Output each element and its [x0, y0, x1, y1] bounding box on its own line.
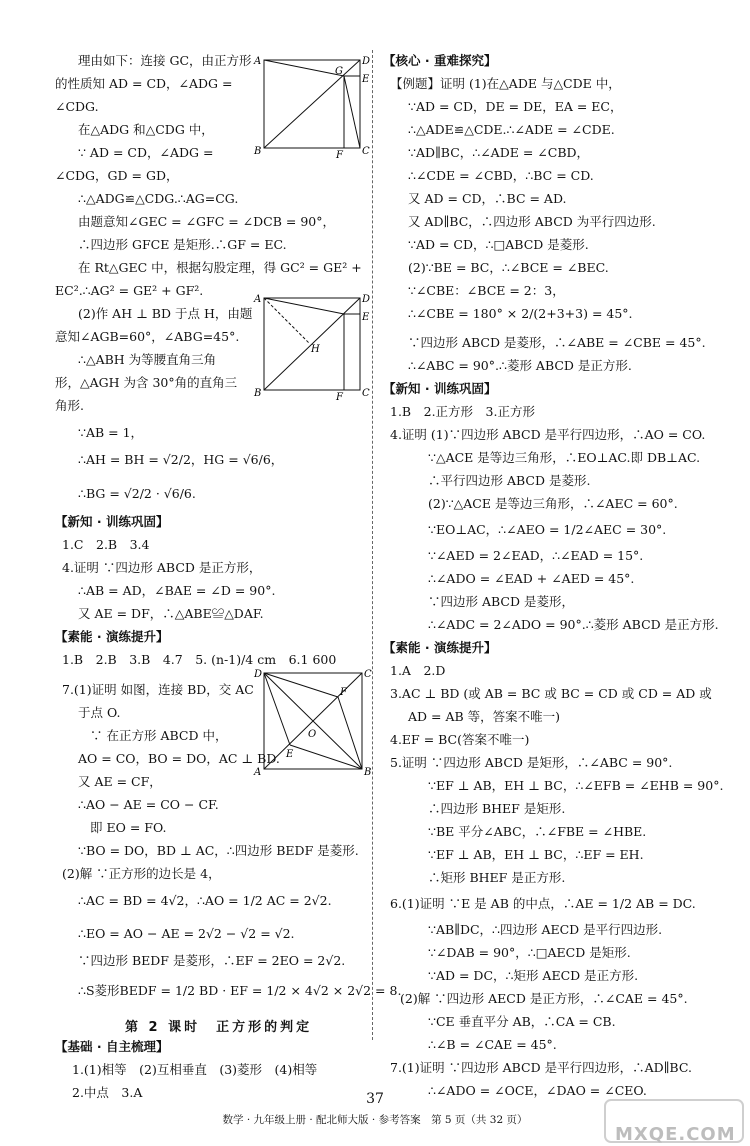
- text-line: 又 AE = DF，∴△ABE≌△DAF.: [78, 606, 264, 621]
- fig1-label-e: E: [362, 74, 370, 85]
- section-heading: 【素能 · 演练提升】: [55, 629, 169, 644]
- text-line: ∵EF ⊥ AB，EH ⊥ BC，∴EF = EH.: [428, 847, 644, 862]
- text-line: ∵AD = CD，DE = DE，EA = EC，: [408, 99, 623, 114]
- text-line: 1.B 2.正方形 3.正方形: [390, 404, 535, 419]
- figure-square-h: [252, 290, 372, 402]
- text-line: (2)∵△ACE 是等边三角形，∴∠AEC = 60°.: [428, 496, 678, 511]
- text-line: ∴AC = BD = 4√2，∴AO = 1/2 AC = 2√2.: [78, 893, 332, 908]
- text-line: ∠CDG，GD = GD，: [55, 168, 179, 183]
- text-line: 2.中点 3.A: [72, 1085, 143, 1100]
- page-number: 37: [366, 1091, 384, 1107]
- fig1-label-f: F: [336, 150, 343, 160]
- fig2-label-f: F: [336, 392, 343, 402]
- text-line: ∴四边形 BHEF 是矩形.: [428, 801, 566, 816]
- page-footer: 数学 · 九年级上册 · 配北师大版 · 参考答案 第 5 页（共 32 页）: [222, 1114, 528, 1126]
- text-line: 5.证明 ∵四边形 ABCD 是矩形，∴∠ABC = 90°.: [390, 755, 673, 770]
- text-line: ∴△ADG≌△CDG.∴AG=CG.: [78, 191, 239, 206]
- text-line: 【例题】证明 (1)在△ADE 与△CDE 中，: [390, 76, 621, 91]
- section-heading: 【基础 · 自主梳理】: [55, 1039, 169, 1054]
- text-line: 7.(1)证明 如图，连接 BD，交 AC: [62, 682, 254, 697]
- text-line: ∵BO = DO，BD ⊥ AC，∴四边形 BEDF 是菱形.: [78, 843, 359, 858]
- text-line: ∴△ABH 为等腰直角三角: [78, 352, 217, 367]
- text-line: ∵AD = CD，∴□ABCD 是菱形.: [408, 237, 589, 252]
- text-line: ∴AO − AE = CO − CF.: [78, 797, 219, 812]
- fig2-label-e: E: [362, 312, 370, 323]
- text-line: ∴S菱形BEDF = 1/2 BD · EF = 1/2 × 4√2 × 2√2 = 8.: [78, 983, 402, 998]
- text-line: ∠CDG.: [55, 99, 99, 114]
- fig2-label-c: C: [362, 388, 370, 399]
- fig2-label-b: B: [254, 388, 262, 399]
- text-line: ∵四边形 ABCD 是菱形，∴∠ABE = ∠CBE = 45°.: [408, 335, 706, 350]
- text-line: 7.(1)证明 ∵四边形 ABCD 是平行四边形，∴AD∥BC.: [390, 1060, 692, 1075]
- text-line: 4.证明 ∵四边形 ABCD 是正方形，: [62, 560, 262, 575]
- text-line: ∵CE 垂直平分 AB，∴CA = CB.: [428, 1014, 616, 1029]
- text-line: ∵ AD = CD，∠ADG =: [78, 145, 214, 160]
- text-line: (2)作 AH ⊥ BD 于点 H，由题: [78, 306, 253, 321]
- text-line: 又 AD = CD，∴BC = AD.: [408, 191, 567, 206]
- text-line: (2)∵BE = BC，∴∠BCE = ∠BEC.: [408, 260, 609, 275]
- text-line: AO = CO，BO = DO，AC ⊥ BD.: [78, 751, 280, 766]
- text-line: ∵四边形 ABCD 是菱形，: [428, 594, 574, 609]
- text-line: 角形.: [55, 398, 84, 413]
- fig3-label-e: E: [286, 749, 294, 760]
- figure-rhombus: [252, 665, 376, 777]
- text-line: ∴∠ADO = ∠EAD + ∠AED = 45°.: [428, 571, 635, 586]
- text-line: 4.EF = BC(答案不唯一): [390, 732, 530, 747]
- fig2-label-a: A: [254, 294, 262, 305]
- text-line: 3.AC ⊥ BD (或 AB = BC 或 BC = CD 或 CD = AD 或: [390, 686, 712, 701]
- text-line: ∴四边形 GFCE 是矩形.∴GF = EC.: [78, 237, 287, 252]
- fig1-label-b: B: [254, 146, 262, 157]
- text-line: 1.A 2.D: [390, 663, 446, 678]
- text-line: ∴EO = AO − AE = 2√2 − √2 = √2.: [78, 926, 295, 941]
- text-line: ∵AD∥BC，∴∠ADE = ∠CBD，: [408, 145, 590, 160]
- text-line: 由题意知∠GEC = ∠GFC = ∠DCB = 90°，: [78, 214, 336, 229]
- fig3-label-c: C: [364, 669, 372, 680]
- text-line: ∵AB = 1，: [78, 425, 144, 440]
- text-line: (2)解 ∵四边形 AECD 是正方形，∴∠CAE = 45°.: [400, 991, 688, 1006]
- text-line: ∵ 在正方形 ABCD 中，: [90, 728, 228, 743]
- text-line: ∴AH = BH = √2/2，HG = √6/6，: [78, 452, 284, 467]
- fig2-label-d: D: [362, 294, 371, 305]
- fig3-label-f: F: [340, 687, 347, 698]
- text-line: ∴∠ABC = 90°.∴菱形 ABCD 是正方形.: [408, 358, 632, 373]
- text-line: 形，△AGH 为含 30°角的直角三: [55, 375, 238, 390]
- watermark-text: MXQE.COM: [615, 1124, 736, 1145]
- text-line: 于点 O.: [78, 705, 121, 720]
- text-line: ∴∠ADO = ∠OCE，∠DAO = ∠CEO.: [428, 1083, 647, 1098]
- fig1-label-d: D: [362, 56, 371, 67]
- text-line: 6.(1)证明 ∵E 是 AB 的中点，∴AE = 1/2 AB = DC.: [390, 896, 696, 911]
- text-line: 在 Rt△GEC 中，根据勾股定理，得 GC² = GE² +: [78, 260, 362, 275]
- text-line: 1.(1)相等 (2)互相垂直 (3)菱形 (4)相等: [72, 1062, 318, 1077]
- fig1-label-g: G: [335, 66, 343, 77]
- fig3-label-o: O: [308, 729, 317, 740]
- text-line: ∵AB∥DC，∴四边形 AECD 是平行四边形.: [428, 922, 663, 937]
- section-heading: 【核心 · 重难探究】: [383, 53, 497, 68]
- text-line: 的性质知 AD = CD，∠ADG =: [55, 76, 233, 91]
- text-line: EC².∴AG² = GE² + GF².: [55, 283, 204, 298]
- text-line: ∴∠ADC = 2∠ADO = 90°.∴菱形 ABCD 是正方形.: [428, 617, 719, 632]
- text-line: ∴平行四边形 ABCD 是菱形.: [428, 473, 591, 488]
- text-line: ∴∠CBE = 180° × 2/(2+3+3) = 45°.: [408, 306, 633, 321]
- text-line: ∴∠CDE = ∠CBD，∴BC = CD.: [408, 168, 594, 183]
- text-line: 在△ADG 和△CDG 中，: [78, 122, 214, 137]
- text-line: AD = AB 等，答案不唯一): [408, 709, 561, 724]
- text-line: ∵BE 平分∠ABC，∴∠FBE = ∠HBE.: [428, 824, 647, 839]
- text-line: 1.C 2.B 3.4: [62, 537, 150, 552]
- text-line: 1.B 2.B 3.B 4.7 5. (n-1)/4 cm 6.1 600: [62, 652, 337, 667]
- text-line: ∵∠CBE：∠BCE = 2：3，: [408, 283, 565, 298]
- fig3-label-d: D: [254, 669, 263, 680]
- text-line: ∵∠DAB = 90°，∴□AECD 是矩形.: [428, 945, 631, 960]
- fig2-label-h: H: [311, 344, 320, 355]
- text-line: ∴AB = AD，∠BAE = ∠D = 90°.: [78, 583, 276, 598]
- text-line: 即 EO = FO.: [90, 820, 167, 835]
- fig1-label-a: A: [254, 56, 262, 67]
- text-line: ∵EO⊥AC，∴∠AEO = 1/2∠AEC = 30°.: [428, 522, 667, 537]
- text-line: ∴∠B = ∠CAE = 45°.: [428, 1037, 557, 1052]
- text-line: ∵∠AED = 2∠EAD，∴∠EAD = 15°.: [428, 548, 644, 563]
- fig3-label-b: B: [364, 767, 372, 777]
- fig3-label-a: A: [254, 767, 262, 777]
- text-line: ∵△ACE 是等边三角形，∴EO⊥AC.即 DB⊥AC.: [428, 450, 701, 465]
- text-line: 4.证明 (1)∵四边形 ABCD 是平行四边形，∴AO = CO.: [390, 427, 706, 442]
- text-line: 意知∠AGB=60°，∠ABG=45°.: [55, 329, 240, 344]
- section-heading: 【新知 · 训练巩固】: [383, 381, 497, 396]
- column-divider: [372, 50, 373, 1040]
- text-line: ∵EF ⊥ AB，EH ⊥ BC，∴∠EFB = ∠EHB = 90°.: [428, 778, 724, 793]
- text-line: ∴矩形 BHEF 是正方形.: [428, 870, 566, 885]
- section-heading: 【素能 · 演练提升】: [383, 640, 497, 655]
- text-line: ∵AD = DC，∴矩形 AECD 是正方形.: [428, 968, 639, 983]
- text-line: (2)解 ∵正方形的边长是 4，: [62, 866, 221, 881]
- text-line: ∴△ADE≌△CDE.∴∠ADE = ∠CDE.: [408, 122, 615, 137]
- text-line: ∴BG = √2/2 · √6/6.: [78, 486, 196, 501]
- text-line: 又 AE = CF，: [78, 774, 162, 789]
- figure-square-g: [252, 52, 372, 160]
- lesson-title: 第 2 课时 正方形的判定: [125, 1020, 313, 1035]
- section-heading: 【新知 · 训练巩固】: [55, 514, 169, 529]
- fig1-label-c: C: [362, 146, 370, 157]
- text-line: ∵四边形 BEDF 是菱形，∴EF = 2EO = 2√2.: [78, 953, 346, 968]
- text-line: 理由如下：连接 GC，由正方形: [78, 53, 252, 68]
- text-line: 又 AD∥BC，∴四边形 ABCD 为平行四边形.: [408, 214, 656, 229]
